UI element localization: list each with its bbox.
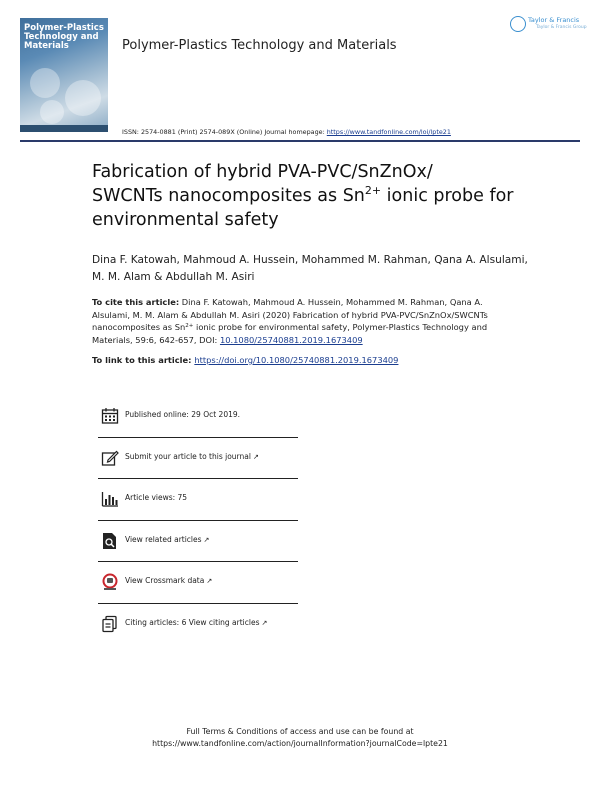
logo-text: Taylor & Francis <box>528 16 580 24</box>
terms-footer <box>0 726 600 750</box>
related-articles-link[interactable] <box>125 535 209 544</box>
edit-icon <box>101 449 119 467</box>
crossmark-icon <box>101 573 119 591</box>
journal-information-link[interactable]: https://www.tandfonline.com/action/journalInformation?journalCode=lpte21 <box>152 739 448 748</box>
citing-articles-label: Citing articles: 6 View citing articles <box>125 617 260 627</box>
title-part-3: ionic probe for environmental safety <box>92 186 514 230</box>
calendar-icon <box>101 407 119 425</box>
article-link-line <box>92 355 398 365</box>
article-views-row <box>98 479 298 521</box>
external-link-icon: ↗ <box>203 535 210 544</box>
crossmark-link[interactable] <box>125 576 212 585</box>
citing-articles-link[interactable] <box>125 618 267 627</box>
crossmark-label: View Crossmark data <box>125 576 205 585</box>
crossmark-row[interactable] <box>98 562 298 604</box>
article-authors: Dina F. Katowah, Mahmoud A. Hussein, Mohammed M. Rahman, Qana A. Alsulami, M. M. Alam & Abdullah M. Asiri <box>92 254 528 283</box>
issn-line <box>122 128 451 136</box>
published-online-row <box>98 396 298 438</box>
published-online-text: Published online: 29 Oct 2019. <box>125 410 241 419</box>
link-label: To link to this article: <box>92 355 195 365</box>
journal-homepage-link[interactable]: https://www.tandfonline.com/loi/lpte21 <box>326 128 451 136</box>
citation-label: To cite this article: <box>92 297 180 307</box>
related-articles-row[interactable] <box>98 521 298 563</box>
citation-text-b: ionic probe for environmental safety, Polymer-Plastics Technology and Materials, 59:6, 642-657, DOI: <box>92 322 488 345</box>
article-views-text: Article views: 75 <box>125 493 188 502</box>
citation-text-a: Dina F. Katowah, Mahmoud A. Hussein, Mohammed M. Rahman, Qana A. Alsulami, M. M. Alam & Abdullah M. Asiri (2020) Fabrication of hybrid PVA-PVC/SnZnOx/SWCNTs nanocomposites as Sn <box>92 297 488 332</box>
citing-articles-icon <box>101 615 119 633</box>
title-part-1: Fabrication of hybrid PVA-PVC/SnZnOx/ <box>92 162 433 182</box>
article-title <box>92 160 572 232</box>
issn-text: ISSN: 2574-0881 (Print) 2574-089X (Online) Journal homepage: <box>122 128 327 136</box>
header-divider <box>20 140 580 142</box>
external-link-icon: ↗ <box>252 452 259 461</box>
publisher-logo[interactable] <box>510 14 587 40</box>
footer-line-1: Full Terms & Conditions of access and use can be found at <box>186 727 414 736</box>
submit-article-row[interactable] <box>98 438 298 480</box>
citation-block <box>92 296 512 346</box>
title-superscript: 2+ <box>364 184 382 197</box>
bar-chart-icon <box>101 490 119 508</box>
logo-subtext: Taylor & Francis Group <box>536 25 587 30</box>
doi-link[interactable]: 10.1080/25740881.2019.1673409 <box>219 334 363 345</box>
search-document-icon <box>101 532 119 550</box>
title-part-2: SWCNTs nanocomposites as Sn <box>92 186 365 206</box>
logo-circle-icon <box>510 16 526 32</box>
external-link-icon: ↗ <box>206 577 213 585</box>
external-link-icon: ↗ <box>261 618 268 627</box>
citing-articles-row[interactable] <box>98 604 298 645</box>
journal-title: Polymer-Plastics Technology and Materials <box>122 38 397 53</box>
submit-article-label: Submit your article to this journal <box>125 451 251 461</box>
submit-article-link[interactable] <box>125 452 259 461</box>
cover-title: Polymer-Plastics Technology and Materials <box>24 23 104 51</box>
article-info-list <box>98 396 298 644</box>
citation-superscript: 2+ <box>185 323 194 329</box>
related-articles-label: View related articles <box>125 534 202 544</box>
cover-bar <box>20 125 108 132</box>
journal-cover-image <box>20 18 108 132</box>
article-doi-url-link[interactable]: https://doi.org/10.1080/25740881.2019.1673409 <box>194 355 399 365</box>
